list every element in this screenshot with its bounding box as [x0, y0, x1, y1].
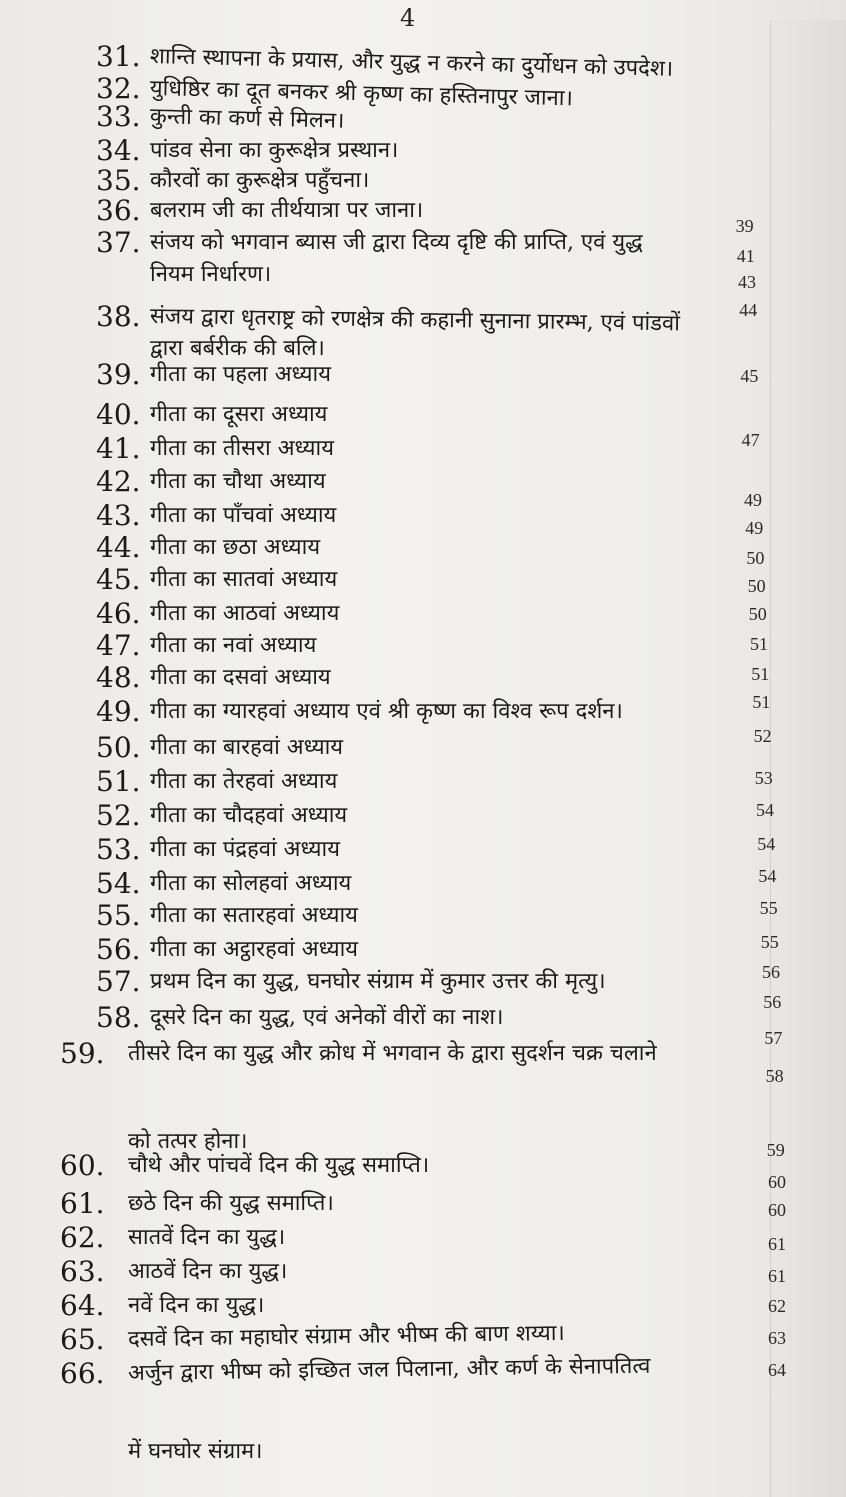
entry-number: 45. — [96, 563, 141, 596]
entry-number: 63. — [60, 1255, 105, 1288]
entry-number: 58. — [96, 1001, 141, 1034]
entry-page-number: 59 — [766, 1140, 785, 1160]
entry-page-number: 44 — [739, 300, 758, 320]
page-number: 4 — [400, 4, 416, 32]
entry-page-number: 49 — [744, 490, 762, 510]
entry-number: 44. — [96, 531, 141, 564]
entry-page-number: 51 — [751, 664, 770, 684]
entry-number: 62. — [60, 1221, 105, 1254]
entry-number: 31. — [96, 40, 141, 73]
entry-number: 61. — [60, 1187, 105, 1220]
entry-page-number: 62 — [768, 1296, 786, 1316]
entry-title: छठे दिन की युद्ध समाप्ति। — [128, 1191, 334, 1216]
entry-number: 39. — [96, 358, 141, 391]
entry-number: 55. — [96, 899, 141, 932]
entry-number: 57. — [96, 965, 141, 998]
entry-page-number: 53 — [754, 768, 773, 788]
entry-title: चौथे और पांचवें दिन की युद्ध समाप्ति। — [128, 1153, 430, 1178]
entry-title: गीता का सोलहवां अध्याय — [150, 871, 352, 896]
entry-title: गीता का दूसरा अध्याय — [150, 402, 328, 427]
entry-number: 42. — [96, 465, 141, 498]
entry-title: गीता का पंद्रहवां अध्याय — [150, 837, 340, 862]
entry-number: 36. — [96, 194, 141, 227]
entry-number: 41. — [96, 432, 141, 465]
entry-title: गीता का पाँचवां अध्याय — [150, 503, 337, 528]
entry-page-number: 58 — [765, 1066, 784, 1086]
entry-number: 40. — [96, 398, 141, 431]
entry-page-number: 50 — [746, 548, 765, 568]
entry-title: संजय द्वारा धृतराष्ट्र को रणक्षेत्र की कहानी सुनाना प्रारम्भ, एवं पांडवों — [149, 304, 681, 337]
entry-page-number: 55 — [759, 898, 778, 918]
entry-page-number: 56 — [762, 962, 780, 982]
entry-title: नवें दिन का युद्ध। — [128, 1293, 265, 1318]
entry-page-number: 61 — [768, 1266, 786, 1286]
entry-page-number: 61 — [768, 1234, 786, 1254]
entry-title: गीता का छठा अध्याय — [150, 535, 321, 560]
entry-number: 49. — [96, 695, 141, 728]
entry-page-number: 43 — [738, 272, 756, 292]
entry-page-number: 63 — [768, 1328, 786, 1348]
entry-page-number: 50 — [748, 604, 767, 624]
entry-number: 34. — [96, 134, 141, 167]
entry-number: 37. — [96, 226, 141, 259]
entry-number: 50. — [96, 731, 141, 764]
entry-title: तीसरे दिन का युद्ध और क्रोध में भगवान के द्वारा सुदर्शन चक्र चलाने — [128, 1041, 657, 1066]
entry-title: गीता का आठवां अध्याय — [150, 601, 340, 626]
entry-page-number: 50 — [747, 576, 766, 596]
entry-title: गीता का नवां अध्याय — [150, 633, 317, 658]
entry-title: गीता का बारहवां अध्याय — [150, 735, 344, 760]
entry-number: 52. — [96, 799, 141, 832]
entry-number: 33. — [96, 100, 141, 133]
entry-title-continued: में घनघोर संग्राम। — [128, 1439, 263, 1464]
entry-title: गीता का चौथा अध्याय — [150, 469, 326, 494]
entry-title: गीता का तेरहवां अध्याय — [150, 769, 338, 794]
entry-page-number: 39 — [735, 216, 754, 236]
entry-title: गीता का चौदहवां अध्याय — [150, 803, 348, 828]
entry-title: गीता का तीसरा अध्याय — [150, 436, 335, 461]
entry-title: शान्ति स्थापना के प्रयास, और युद्ध न करने का दुर्योधन को उपदेश। — [149, 44, 674, 82]
entry-title: कुन्ती का कर्ण से मिलन। — [149, 104, 345, 134]
entry-number: 56. — [96, 933, 141, 966]
entry-page-number: 54 — [758, 866, 777, 886]
entry-page-number: 52 — [753, 726, 772, 746]
entry-title: गीता का पहला अध्याय — [150, 362, 331, 387]
entry-number: 53. — [96, 833, 141, 866]
entry-title: गीता का ग्यारहवां अध्याय एवं श्री कृष्ण का विश्व रूप दर्शन। — [150, 699, 623, 724]
entry-title: गीता का दसवां अध्याय — [150, 665, 331, 690]
entry-page-number: 64 — [768, 1360, 786, 1380]
entry-number: 46. — [96, 597, 141, 630]
entry-number: 66. — [60, 1357, 105, 1390]
entry-title: आठवें दिन का युद्ध। — [128, 1259, 288, 1284]
entry-number: 65. — [60, 1323, 105, 1356]
entry-title-continued: द्वारा बर्बरीक की बलि। — [150, 336, 325, 361]
entry-title: बलराम जी का तीर्थयात्रा पर जाना। — [150, 198, 424, 223]
entry-number: 38. — [96, 300, 141, 333]
entry-page-number: 54 — [756, 800, 774, 820]
entry-number: 54. — [96, 867, 141, 900]
entry-number: 64. — [60, 1289, 105, 1322]
entry-page-number: 57 — [764, 1028, 783, 1048]
entry-page-number: 51 — [752, 692, 771, 712]
entry-title: अर्जुन द्वारा भीष्म को इच्छित जल पिलाना, और कर्ण के सेनापतित्व — [127, 1353, 651, 1386]
entry-title: दसवें दिन का महाघोर संग्राम और भीष्म की बाण शय्या। — [127, 1320, 565, 1352]
entry-page-number: 56 — [763, 992, 782, 1012]
entry-number: 60. — [60, 1149, 105, 1182]
entry-number: 59. — [60, 1037, 105, 1070]
entry-title: दूसरे दिन का युद्ध, एवं अनेकों वीरों का नाश। — [150, 1005, 504, 1030]
entry-title: गीता का सातवां अध्याय — [150, 567, 338, 592]
entry-title: कौरवों का कुरूक्षेत्र पहुँचना। — [150, 168, 370, 193]
entry-number: 32. — [96, 72, 141, 105]
entry-title-continued: को तत्पर होना। — [128, 1129, 248, 1154]
entry-page-number: 55 — [760, 932, 779, 952]
entry-page-number: 60 — [768, 1200, 786, 1220]
entry-title: गीता का अट्ठारहवां अध्याय — [150, 937, 359, 962]
entry-title: संजय को भगवान ब्यास जी द्वारा दिव्य दृष्टि की प्राप्ति, एवं युद्ध — [150, 230, 643, 255]
entry-number: 51. — [96, 765, 141, 798]
entry-page-number: 60 — [768, 1172, 786, 1192]
entry-number: 43. — [96, 499, 141, 532]
entry-title-continued: नियम निर्धारण। — [150, 262, 272, 287]
entry-page-number: 41 — [736, 246, 755, 266]
entry-title: गीता का सतारहवां अध्याय — [150, 903, 358, 928]
entry-title: सातवें दिन का युद्ध। — [128, 1225, 286, 1250]
entry-number: 35. — [96, 164, 141, 197]
entry-page-number: 51 — [750, 634, 768, 654]
entry-title: युधिष्ठिर का दूत बनकर श्री कृष्ण का हस्तिनापुर जाना। — [149, 76, 574, 112]
entry-page-number: 47 — [741, 430, 760, 450]
entry-number: 48. — [96, 661, 141, 694]
entry-title: पांडव सेना का कुरूक्षेत्र प्रस्थान। — [150, 138, 399, 163]
entry-page-number: 49 — [745, 518, 764, 538]
entry-title: प्रथम दिन का युद्ध, घनघोर संग्राम में कुमार उत्तर की मृत्यु। — [150, 969, 606, 994]
entry-page-number: 45 — [740, 366, 759, 386]
entry-number: 47. — [96, 629, 141, 662]
entry-page-number: 54 — [757, 834, 776, 854]
